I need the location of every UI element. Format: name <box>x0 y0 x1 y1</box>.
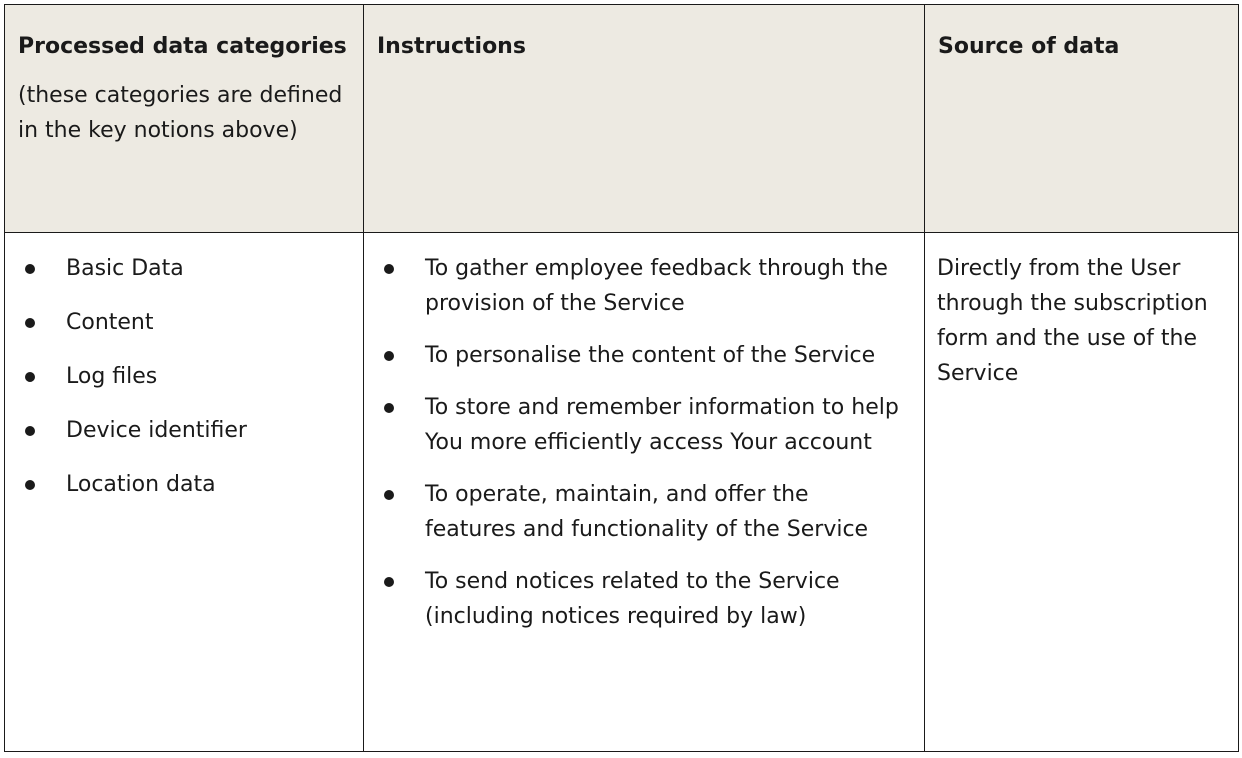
bullet-icon <box>25 264 35 274</box>
list-item <box>18 359 351 394</box>
table-header-row <box>5 5 1239 233</box>
list-item <box>18 467 351 502</box>
header-source-cell <box>925 5 1239 233</box>
instruction-text: To gather employee feedback through the provision of the Service <box>425 256 888 316</box>
bullet-icon <box>25 318 35 328</box>
categories-list <box>18 251 351 502</box>
bullet-icon <box>25 480 35 490</box>
list-item <box>18 251 351 286</box>
instructions-list <box>377 251 904 634</box>
category-label: Content <box>66 310 154 335</box>
categories-cell <box>5 233 364 752</box>
instruction-text: To store and remember information to help You more efficiently access Your account <box>425 395 899 455</box>
bullet-icon <box>25 372 35 382</box>
list-item <box>18 305 351 340</box>
instruction-text: To operate, maintain, and offer the features and functionality of the Service <box>425 482 869 542</box>
bullet-icon <box>384 403 394 413</box>
category-label: Basic Data <box>66 256 184 281</box>
list-item <box>377 390 904 460</box>
source-cell <box>925 233 1239 752</box>
instruction-text: To send notices related to the Service (including notices required by law) <box>425 569 840 629</box>
instructions-cell <box>364 233 925 752</box>
list-item <box>377 477 904 547</box>
bullet-icon <box>384 490 394 500</box>
data-processing-table <box>4 4 1239 752</box>
instruction-text: To personalise the content of the Service <box>425 343 876 368</box>
bullet-icon <box>25 426 35 436</box>
list-item <box>18 413 351 448</box>
header-categories-note: (these categories are defined in the key notions above) <box>18 83 343 143</box>
header-instructions-cell <box>364 5 925 233</box>
bullet-icon <box>384 264 394 274</box>
list-item <box>377 251 904 321</box>
list-item <box>377 564 904 634</box>
bullet-icon <box>384 351 394 361</box>
header-source-title: Source of data <box>938 34 1120 59</box>
header-instructions-title: Instructions <box>377 34 526 59</box>
header-categories-cell <box>5 5 364 233</box>
bullet-icon <box>384 577 394 587</box>
category-label: Log files <box>66 364 158 389</box>
category-label: Device identifier <box>66 418 247 443</box>
source-text: Directly from the User through the subscription form and the use of the Service <box>937 256 1208 386</box>
category-label: Location data <box>66 472 216 497</box>
header-categories-title: Processed data categories <box>18 34 347 59</box>
table-row <box>5 233 1239 752</box>
list-item <box>377 338 904 373</box>
